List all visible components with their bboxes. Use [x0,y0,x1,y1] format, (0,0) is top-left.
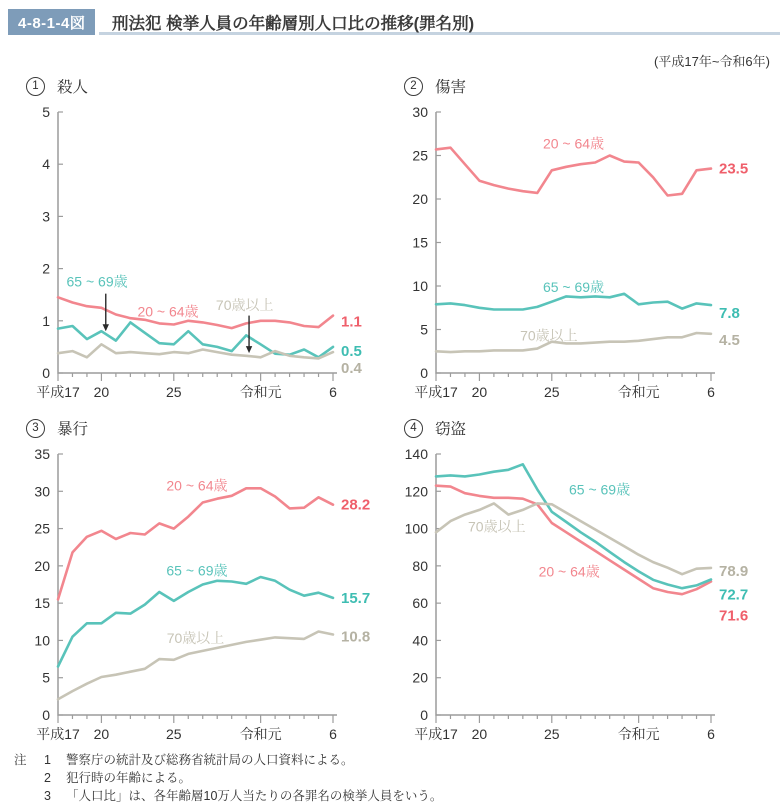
y-tick-label: 4 [42,156,50,173]
y-tick-label: 0 [42,707,50,723]
y-tick-label: 5 [42,104,50,120]
series-name-label: 20 ~ 64歳 [137,303,199,320]
note-text: 警察庁の統計及び総務省統計局の人口資料による。 [66,753,354,767]
chart-number-icon: 4 [404,419,423,438]
series-end-value-age70plus: 10.8 [341,628,371,646]
chart-plot-theft [388,440,760,755]
y-tick-label: 140 [404,446,428,462]
chart-number-icon: 2 [404,77,423,96]
series-name-label: 70歳以上 [166,630,225,647]
x-tick-label: 平成17 [414,384,458,400]
series-end-value-age65-69: 15.7 [341,589,371,607]
y-tick-label: 100 [404,520,428,537]
series-line-age20-64 [58,488,333,599]
series-name-label: 65 ~ 69歳 [542,278,605,295]
x-tick-label: 令和元 [617,384,660,400]
chart-number-icon: 1 [26,77,45,96]
page-title: 刑法犯 検挙人員の年齢層別人口比の推移(罪名別) [112,15,475,33]
y-tick-label: 40 [412,632,428,649]
chart-title-murder [10,74,382,98]
y-tick-label: 3 [42,208,50,225]
note-number: 3 [44,789,51,803]
series-end-value-age65-69: 0.5 [341,342,362,360]
chart-title-injury [388,74,760,98]
note-text: 「人口比」は、各年齢層10万人当たりの各罪名の検挙人員をいう。 [66,789,443,803]
y-tick-label: 15 [34,595,50,612]
series-name-label: 65 ~ 69歳 [568,481,631,498]
chart-plot-injury [388,98,760,413]
chart-plot-murder [10,98,382,413]
note-marker-spacer [14,787,40,805]
x-tick-label: 25 [166,384,182,400]
y-tick-label: 120 [404,483,428,500]
x-tick-label: 6 [329,384,337,400]
series-end-value-age65-69: 7.8 [719,305,740,323]
y-tick-label: 0 [420,707,428,723]
y-tick-label: 15 [412,234,428,251]
figure-number-badge [8,9,95,35]
x-tick-label: 平成17 [36,726,80,742]
series-end-value-age20-64: 28.2 [341,496,371,514]
y-tick-label: 1 [42,312,50,329]
series-end-value-age70plus: 0.4 [341,360,362,378]
annotation-arrowhead [246,346,252,353]
period-label: (平成17年~令和6年) [654,54,770,69]
y-tick-label: 35 [34,446,50,462]
y-tick-label: 25 [34,520,50,537]
y-tick-label: 5 [420,321,428,338]
chart-title-text: 殺人 [57,79,89,96]
series-end-value-age20-64: 1.1 [341,313,362,331]
note-number: 2 [44,771,51,785]
series-name-label: 20 ~ 64歳 [542,135,605,152]
series-name-label: 70歳以上 [520,327,578,344]
y-tick-label: 60 [412,595,428,612]
note-marker: 注 [14,753,27,767]
y-tick-label: 30 [412,104,428,120]
series-line-age70plus [58,344,333,358]
chart-panel-assault [10,416,382,755]
x-tick-label: 6 [329,726,337,742]
chart-title-text: 窃盗 [435,421,467,438]
series-name-label: 70歳以上 [215,297,274,314]
x-tick-label: 平成17 [414,726,458,742]
series-line-age65-69 [436,294,711,310]
x-tick-label: 令和元 [239,384,282,400]
y-tick-label: 20 [412,669,428,686]
series-end-value-age20-64: 71.6 [719,607,749,625]
chart-title-text: 暴行 [57,421,89,438]
x-tick-label: 6 [707,726,715,742]
chart-panel-theft [388,416,760,755]
series-end-value-age70plus: 78.9 [719,562,749,580]
series-end-value-age70plus: 4.5 [719,331,740,349]
chart-number-icon: 3 [26,419,45,438]
y-tick-label: 20 [412,191,428,207]
chart-panel-murder [10,74,382,413]
y-tick-label: 20 [34,557,50,574]
x-tick-label: 25 [544,726,560,742]
chart-title-theft [388,416,760,440]
x-tick-label: 20 [93,384,110,400]
x-tick-label: 平成17 [36,384,80,400]
x-tick-label: 令和元 [239,726,282,742]
x-tick-label: 20 [471,384,488,400]
x-tick-label: 25 [166,726,182,742]
x-tick-label: 20 [471,726,488,742]
note-text: 犯行時の年齢による。 [66,771,192,785]
x-tick-label: 25 [544,384,560,400]
chart-panel-injury [388,74,760,413]
x-tick-label: 6 [707,384,715,400]
chart-plot-assault [10,440,382,755]
series-end-value-age65-69: 72.7 [719,586,749,604]
series-name-label: 65 ~ 69歳 [166,562,228,579]
y-tick-label: 10 [34,632,50,649]
series-line-age20-64 [436,148,711,196]
x-tick-label: 20 [93,726,110,742]
x-tick-label: 令和元 [617,726,660,742]
footnotes [14,751,442,805]
note-marker-spacer [14,769,40,787]
series-name-label: 70歳以上 [468,518,526,535]
y-tick-label: 30 [34,483,50,500]
y-tick-label: 0 [420,365,428,381]
note-number: 1 [44,753,51,767]
y-tick-label: 2 [42,260,50,277]
series-name-label: 65 ~ 69歳 [66,273,128,290]
chart-title-assault [10,416,382,440]
series-end-value-age20-64: 23.5 [719,160,749,178]
y-tick-label: 10 [412,278,428,294]
y-tick-label: 25 [412,147,428,164]
axes [58,112,337,373]
figure-number: 4-8-1-4図 [18,14,86,32]
y-tick-label: 0 [42,365,50,381]
annotation-arrowhead [103,324,109,331]
series-name-label: 20 ~ 64歳 [538,563,600,580]
chart-title-text: 傷害 [435,79,467,96]
series-name-label: 20 ~ 64歳 [166,477,228,494]
y-tick-label: 80 [412,557,428,574]
y-tick-label: 5 [42,669,50,686]
